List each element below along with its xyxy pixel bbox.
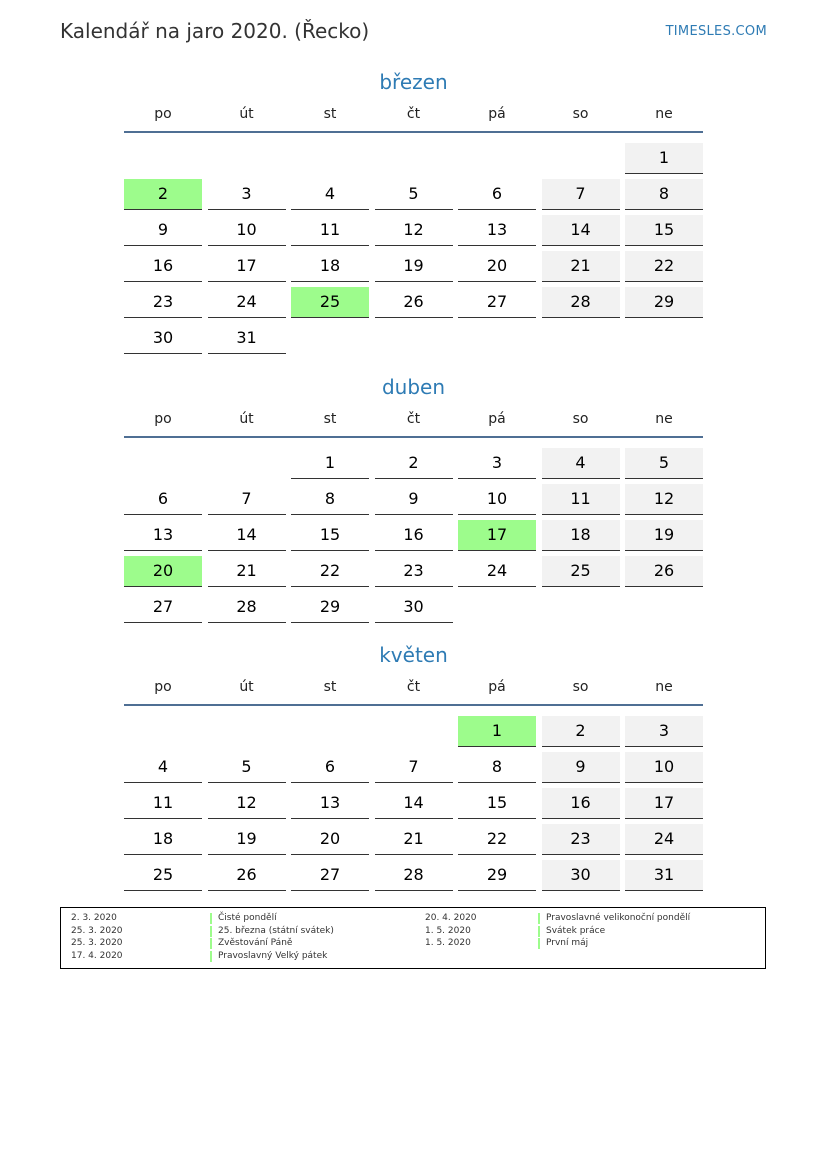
day-cell: 15 [625, 215, 703, 246]
legend-holiday-name: 25. března (státní svátek) [210, 926, 334, 937]
weekday-header: út [239, 106, 254, 122]
day-cell: 14 [375, 788, 453, 819]
day-cell: 28 [542, 287, 620, 318]
day-cell: 27 [291, 860, 369, 891]
day-cell: 7 [542, 179, 620, 210]
day-cell: 6 [124, 484, 202, 515]
day-cell: 14 [542, 215, 620, 246]
day-cell: 15 [458, 788, 536, 819]
legend-holiday-name: Svátek práce [538, 926, 605, 937]
day-cell: 3 [458, 448, 536, 479]
day-cell: 12 [375, 215, 453, 246]
day-cell: 30 [542, 860, 620, 891]
day-cell: 5 [208, 752, 286, 783]
brand-link[interactable]: TIMESLES.COM [665, 24, 767, 39]
day-cell: 15 [291, 520, 369, 551]
day-cell: 23 [124, 287, 202, 318]
holiday-day-cell: 20 [124, 556, 202, 587]
day-cell: 13 [291, 788, 369, 819]
day-cell: 22 [458, 824, 536, 855]
weekday-header: so [572, 106, 589, 122]
day-cell: 4 [291, 179, 369, 210]
weekday-header: pá [488, 411, 506, 427]
day-cell: 24 [458, 556, 536, 587]
day-cell: 19 [625, 520, 703, 551]
day-cell: 18 [542, 520, 620, 551]
day-cell: 6 [458, 179, 536, 210]
day-cell: 14 [208, 520, 286, 551]
day-cell: 2 [542, 716, 620, 747]
day-cell: 11 [124, 788, 202, 819]
day-cell: 21 [375, 824, 453, 855]
day-cell: 12 [208, 788, 286, 819]
day-cell: 8 [625, 179, 703, 210]
legend-holiday-name: První máj [538, 938, 588, 949]
day-cell: 13 [458, 215, 536, 246]
weekday-header: čt [406, 106, 421, 122]
day-cell: 22 [625, 251, 703, 282]
day-cell: 9 [375, 484, 453, 515]
day-cell: 3 [208, 179, 286, 210]
day-cell: 10 [458, 484, 536, 515]
weekday-header: út [239, 411, 254, 427]
holiday-day-cell: 17 [458, 520, 536, 551]
day-cell: 13 [124, 520, 202, 551]
day-cell: 16 [542, 788, 620, 819]
weekday-header: pá [488, 106, 506, 122]
weekday-header: po [154, 411, 172, 427]
day-cell: 27 [458, 287, 536, 318]
day-cell: 21 [208, 556, 286, 587]
day-cell: 30 [124, 323, 202, 354]
day-cell: 22 [291, 556, 369, 587]
day-cell: 20 [291, 824, 369, 855]
holiday-day-cell: 2 [124, 179, 202, 210]
month-name: březen [379, 70, 448, 94]
legend-holiday-name: Zvěstování Páně [210, 938, 292, 949]
legend-holiday-name: Čisté pondělí [210, 913, 277, 924]
day-cell: 29 [458, 860, 536, 891]
day-cell: 26 [208, 860, 286, 891]
day-cell: 5 [375, 179, 453, 210]
day-cell: 29 [291, 592, 369, 623]
day-cell: 4 [124, 752, 202, 783]
header-rule [124, 436, 703, 438]
weekday-header: ne [655, 679, 673, 695]
legend-date: 1. 5. 2020 [425, 925, 471, 936]
day-cell: 29 [625, 287, 703, 318]
day-cell: 26 [375, 287, 453, 318]
weekday-header: st [323, 411, 337, 427]
weekday-header: ne [655, 106, 673, 122]
day-cell: 3 [625, 716, 703, 747]
legend-date: 2. 3. 2020 [71, 913, 117, 923]
day-cell: 11 [291, 215, 369, 246]
day-cell: 2 [375, 448, 453, 479]
day-cell: 19 [375, 251, 453, 282]
day-cell: 18 [291, 251, 369, 282]
day-cell: 11 [542, 484, 620, 515]
day-cell: 25 [542, 556, 620, 587]
legend-date: 25. 3. 2020 [71, 925, 123, 936]
weekday-header: st [323, 106, 337, 122]
day-cell: 17 [625, 788, 703, 819]
legend-date: 17. 4. 2020 [71, 950, 123, 961]
legend-date: 20. 4. 2020 [425, 913, 477, 923]
day-cell: 24 [208, 287, 286, 318]
legend-holiday-name: Pravoslavné velikonoční pondělí [538, 913, 690, 924]
day-cell: 10 [208, 215, 286, 246]
day-cell: 20 [458, 251, 536, 282]
weekday-header: pá [488, 679, 506, 695]
month-name: duben [381, 375, 446, 399]
weekday-header: út [239, 679, 254, 695]
day-cell: 9 [124, 215, 202, 246]
weekday-header: ne [655, 411, 673, 427]
weekday-header: so [572, 679, 589, 695]
day-cell: 30 [375, 592, 453, 623]
weekday-header: po [154, 106, 172, 122]
day-cell: 23 [542, 824, 620, 855]
legend-holiday-name: Pravoslavný Velký pátek [210, 951, 327, 962]
day-cell: 18 [124, 824, 202, 855]
day-cell: 19 [208, 824, 286, 855]
day-cell: 27 [124, 592, 202, 623]
month-name: květen [379, 643, 448, 667]
header-rule [124, 704, 703, 706]
day-cell: 31 [208, 323, 286, 354]
holiday-day-cell: 1 [458, 716, 536, 747]
day-cell: 6 [291, 752, 369, 783]
weekday-header: čt [406, 411, 421, 427]
header-rule [124, 131, 703, 133]
holiday-legend [60, 907, 766, 969]
page-title: Kalendář na jaro 2020. (Řecko) [60, 19, 370, 43]
legend-date: 25. 3. 2020 [71, 938, 123, 949]
day-cell: 7 [375, 752, 453, 783]
day-cell: 10 [625, 752, 703, 783]
weekday-header: so [572, 411, 589, 427]
weekday-header: st [323, 679, 337, 695]
day-cell: 25 [124, 860, 202, 891]
day-cell: 16 [375, 520, 453, 551]
day-cell: 31 [625, 860, 703, 891]
day-cell: 7 [208, 484, 286, 515]
day-cell: 5 [625, 448, 703, 479]
day-cell: 23 [375, 556, 453, 587]
day-cell: 17 [208, 251, 286, 282]
day-cell: 28 [375, 860, 453, 891]
holiday-day-cell: 25 [291, 287, 369, 318]
day-cell: 1 [291, 448, 369, 479]
day-cell: 28 [208, 592, 286, 623]
day-cell: 9 [542, 752, 620, 783]
day-cell: 16 [124, 251, 202, 282]
day-cell: 24 [625, 824, 703, 855]
day-cell: 21 [542, 251, 620, 282]
day-cell: 8 [458, 752, 536, 783]
day-cell: 4 [542, 448, 620, 479]
day-cell: 1 [625, 143, 703, 174]
day-cell: 12 [625, 484, 703, 515]
day-cell: 26 [625, 556, 703, 587]
weekday-header: čt [406, 679, 421, 695]
weekday-header: po [154, 679, 172, 695]
day-cell: 8 [291, 484, 369, 515]
legend-date: 1. 5. 2020 [425, 938, 471, 949]
